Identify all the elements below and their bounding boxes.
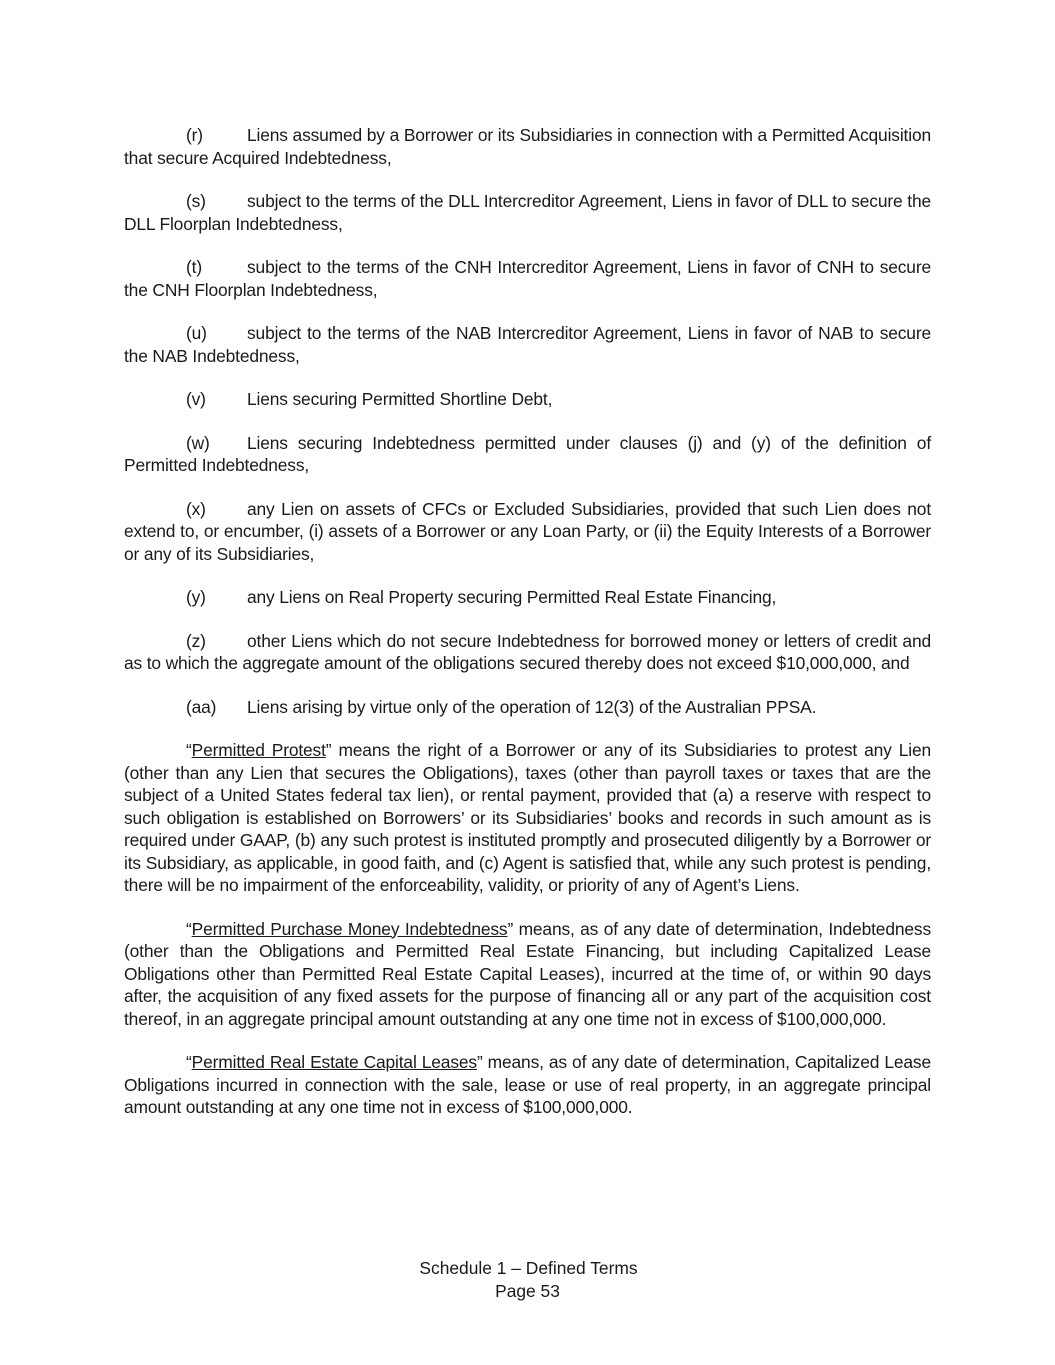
- clause-text: any Lien on assets of CFCs or Excluded Subsidiaries, provided that such Lien does not extend to, or encumber, (i) assets of a Borrower or any Loan Party, or (ii) the Equity Interests of a Borrower or any of its Subsidiaries,: [124, 498, 931, 564]
- clause-text: Liens assumed by a Borrower or its Subsidiaries in connection with a Permitted Acquisition that secure Acquired Indebtedness,: [124, 125, 931, 168]
- definition-permitted-real-estate-capital-leases: [124, 1051, 931, 1119]
- clause-w: [124, 432, 931, 477]
- clause-t: [124, 256, 931, 301]
- clause-label: (z): [186, 630, 206, 651]
- clause-text: subject to the terms of the CNH Intercreditor Agreement, Liens in favor of CNH to secure the CNH Floorplan Indebtedness,: [124, 257, 931, 300]
- document-body: [124, 124, 931, 1140]
- clause-text: Liens arising by virtue only of the operation of 12(3) of the Australian PPSA.: [247, 696, 817, 717]
- definition-text: ” means, as of any date of determination, Capitalized Lease Obligations incurred in connection with the sale, lease or use of real property, in an aggregate principal amount outstanding at any one time not in excess of $100,000,000.: [124, 1052, 931, 1117]
- clause-text: other Liens which do not secure Indebtedness for borrowed money or letters of credit and as to which the aggregate amount of the obligations secured thereby does not exceed $10,000,000, and: [124, 630, 931, 673]
- clause-y: [124, 586, 931, 609]
- clause-label: (x): [186, 498, 206, 519]
- clause-s: [124, 190, 931, 235]
- open-quote: “: [186, 918, 192, 939]
- clause-z: [124, 630, 931, 675]
- clause-label: (aa): [186, 696, 217, 717]
- clause-r: [124, 124, 931, 169]
- definition-text: ” means, as of any date of determination, Indebtedness (other than the Obligations and Permitted Real Estate Financing, but including Capitalized Lease Obligations other than Permitted Real Estate Capital Leases), incurred at the time of, or within 90 days after, the acquisition of any fixed assets for the purpose of financing all or any part of the acquisition cost thereof, in an aggregate principal amount outstanding at any one time not in excess of $100,000,000.: [124, 918, 931, 1029]
- defined-term: Permitted Real Estate Capital Leases: [191, 1052, 477, 1072]
- clause-text: any Liens on Real Property securing Permitted Real Estate Financing,: [247, 587, 777, 607]
- clause-label: (w): [186, 432, 210, 453]
- clause-label: (s): [186, 191, 206, 211]
- footer-schedule-title: Schedule 1 – Defined Terms: [419, 1258, 638, 1278]
- clause-label: (y): [186, 587, 206, 607]
- clause-label: (v): [186, 389, 206, 409]
- clause-label: (u): [186, 323, 207, 343]
- defined-term: Permitted Purchase Money Indebtedness: [191, 918, 508, 939]
- clause-v: [124, 388, 931, 411]
- open-quote: “: [186, 1052, 192, 1072]
- clause-text: Liens securing Indebtedness permitted under clauses (j) and (y) of the definition of Permitted Indebtedness,: [124, 432, 931, 475]
- clause-aa: [124, 696, 931, 719]
- clause-label: (r): [186, 125, 203, 145]
- clause-x: [124, 498, 931, 566]
- clause-text: subject to the terms of the DLL Intercreditor Agreement, Liens in favor of DLL to secure the DLL Floorplan Indebtedness,: [124, 191, 931, 234]
- open-quote: “: [186, 740, 192, 760]
- definition-permitted-protest: [124, 739, 931, 897]
- footer-page-number: Page 53: [495, 1281, 560, 1301]
- page-footer: [0, 1257, 1055, 1303]
- definition-permitted-purchase-money-indebtedness: [124, 918, 931, 1031]
- clause-text: Liens securing Permitted Shortline Debt,: [247, 389, 553, 409]
- definition-text: ” means the right of a Borrower or any of its Subsidiaries to protest any Lien (other than any Lien that secures the Obligations), taxes (other than payroll taxes or taxes that are the subject of a United States federal tax lien), or rental payment, provided that (a) a reserve with respect to such obligation is established on Borrowers’ or its Subsidiaries’ books and records in such amount as is required under GAAP, (b) any such protest is instituted promptly and prosecuted diligently by a Borrower or its Subsidiary, as applicable, in good faith, and (c) Agent is satisfied that, while any such protest is pending, there will be no impairment of the enforceability, validity, or priority of any of Agent’s Liens.: [124, 740, 931, 895]
- clause-label: (t): [186, 257, 202, 277]
- defined-term: Permitted Protest: [191, 740, 326, 760]
- clause-u: [124, 322, 931, 367]
- clause-text: subject to the terms of the NAB Intercreditor Agreement, Liens in favor of NAB to secure the NAB Indebtedness,: [124, 323, 931, 366]
